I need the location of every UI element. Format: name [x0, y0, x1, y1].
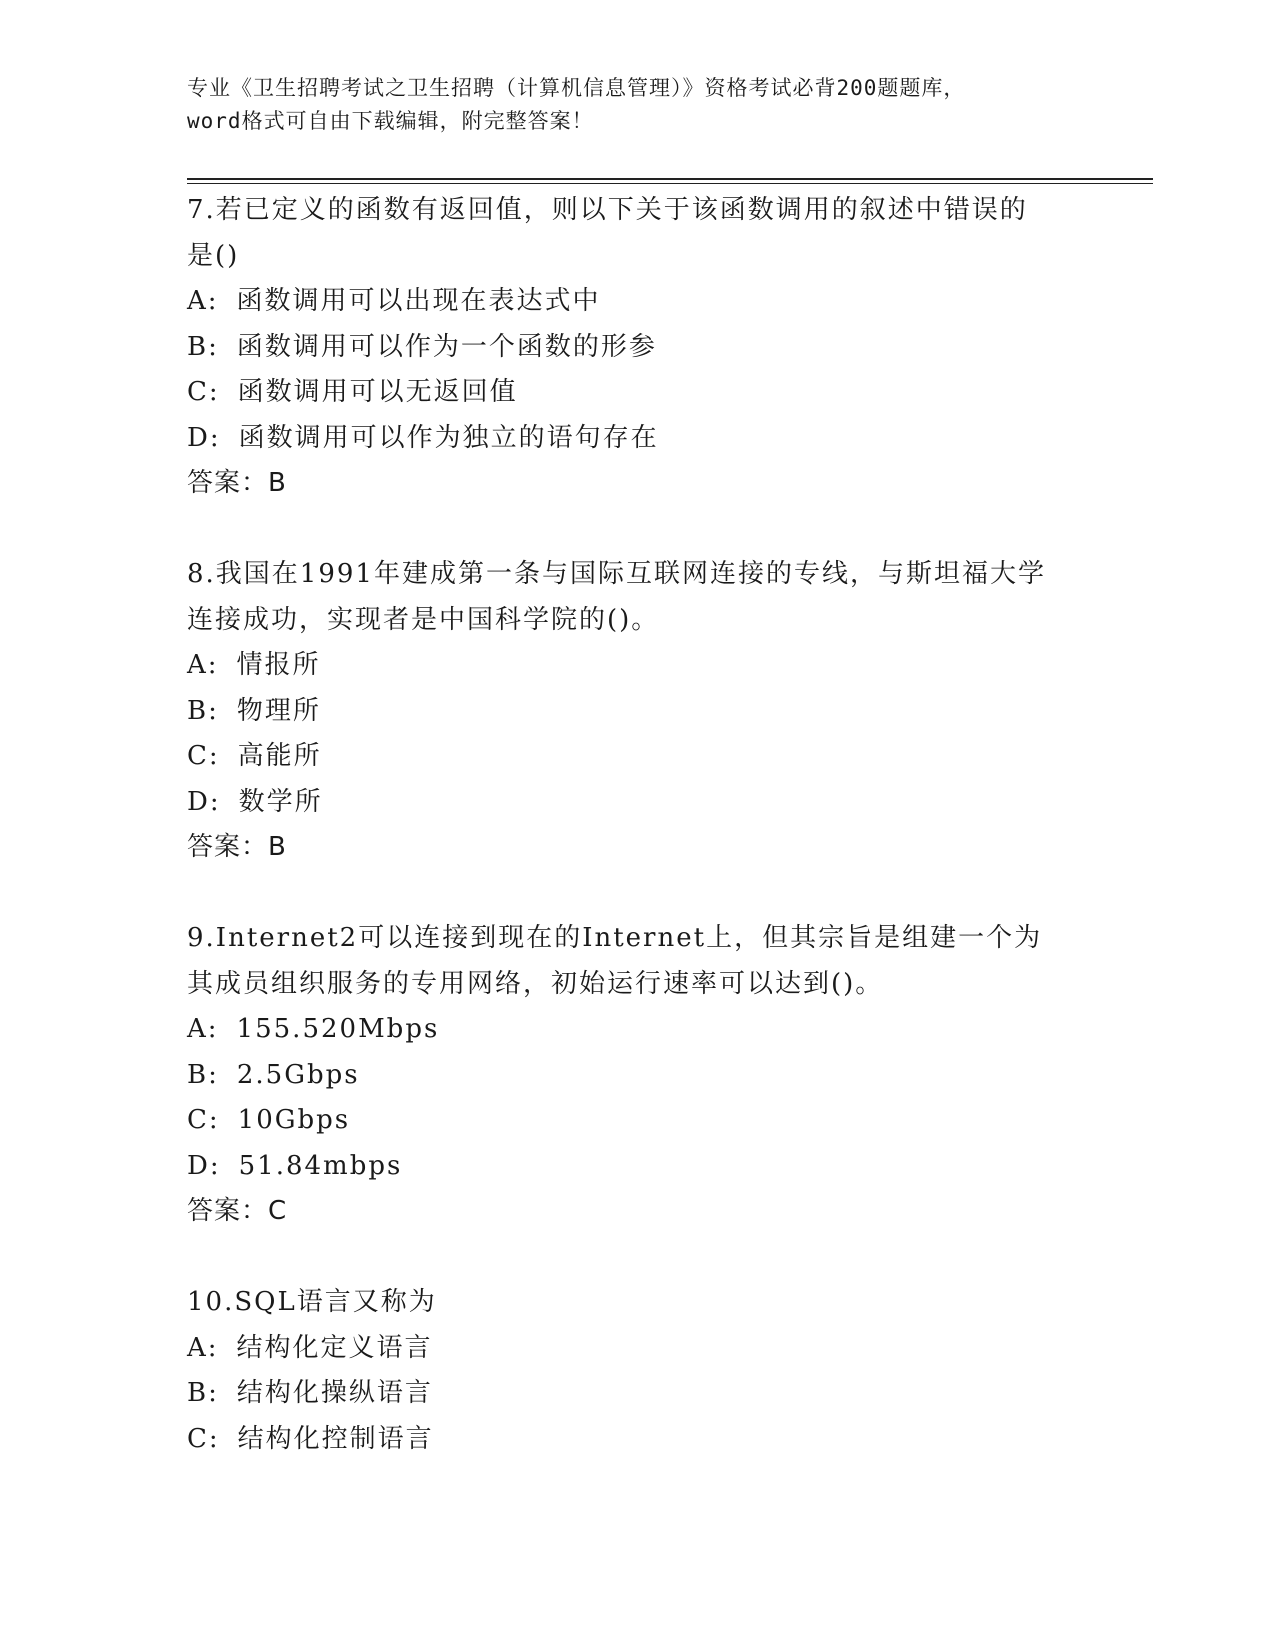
question-text: 9.Internet2可以连接到现在的Internet上，但其宗旨是组建一个为 其成员组织服务的专用网络，初始运行速率可以达到()。 — [187, 923, 1043, 999]
document-header — [187, 72, 1087, 138]
answer-line: 答案：B — [187, 468, 287, 498]
option-text: 51.84mbps — [238, 1150, 403, 1181]
header-line-1: 专业《卫生招聘考试之卫生招聘（计算机信息管理）》资格考试必背200题题库， — [187, 76, 966, 100]
question-8 — [187, 552, 1087, 871]
question-text: 8.我国在1991年建成第一条与国际互联网连接的专线，与斯坦福大学 连接成功，实现者是中国科学院的()。 — [187, 559, 1046, 635]
option-letter: C: — [187, 377, 220, 407]
option-b — [187, 325, 1087, 371]
option-text: 函数调用可以出现在表达式中 — [236, 286, 601, 316]
spacer — [187, 871, 1087, 917]
option-letter: C: — [187, 1105, 220, 1135]
option-text: 函数调用可以作为一个函数的形参 — [236, 331, 657, 362]
spacer — [187, 507, 1087, 553]
option-c — [187, 1098, 1087, 1144]
option-text: 结构化操纵语言 — [236, 1378, 433, 1408]
option-text: 10Gbps — [237, 1105, 351, 1135]
option-d — [187, 780, 1087, 826]
option-text: 物理所 — [236, 695, 321, 726]
option-letter: B: — [187, 695, 219, 726]
option-letter: C: — [187, 1423, 220, 1454]
option-letter: B: — [187, 331, 219, 362]
answer-line: 答案：C — [187, 1196, 288, 1226]
option-text: 2.5Gbps — [236, 1059, 360, 1090]
header-divider-thin — [187, 183, 1153, 184]
answer-line: 答案：B — [187, 832, 287, 862]
question-10 — [187, 1280, 1087, 1462]
option-text: 情报所 — [236, 650, 321, 680]
option-a — [187, 643, 1087, 689]
option-letter: B: — [187, 1059, 219, 1090]
question-text: 7.若已定义的函数有返回值，则以下关于该函数调用的叙述中错误的 是() — [187, 195, 1028, 271]
option-b — [187, 1053, 1087, 1099]
option-a — [187, 1007, 1087, 1053]
option-text: 函数调用可以无返回值 — [237, 377, 518, 407]
spacer — [187, 1235, 1087, 1281]
option-letter: D: — [187, 1150, 221, 1181]
option-text: 函数调用可以作为独立的语句存在 — [238, 422, 659, 453]
option-c — [187, 370, 1087, 416]
option-text: 结构化控制语言 — [237, 1423, 434, 1454]
question-7 — [187, 188, 1087, 507]
option-text: 结构化定义语言 — [236, 1332, 433, 1363]
header-line-2: word格式可自由下载编辑，附完整答案！ — [187, 109, 594, 133]
option-a — [187, 1326, 1087, 1372]
option-d — [187, 1144, 1087, 1190]
option-b — [187, 1371, 1087, 1417]
option-a — [187, 279, 1087, 325]
option-letter: C: — [187, 741, 220, 771]
option-letter: A: — [187, 1014, 219, 1044]
header-divider-thick — [187, 178, 1153, 180]
question-list — [187, 188, 1087, 1462]
option-c — [187, 1417, 1087, 1463]
question-9 — [187, 916, 1087, 1235]
option-letter: A: — [187, 650, 219, 680]
option-letter: D: — [187, 786, 221, 817]
option-b — [187, 689, 1087, 735]
option-letter: A: — [187, 286, 219, 316]
option-c — [187, 734, 1087, 780]
question-text: 10.SQL语言又称为 — [187, 1287, 437, 1317]
option-letter: D: — [187, 422, 221, 453]
option-d — [187, 416, 1087, 462]
option-text: 155.520Mbps — [236, 1014, 440, 1044]
option-letter: B: — [187, 1378, 219, 1408]
option-text: 高能所 — [237, 741, 322, 771]
option-text: 数学所 — [238, 786, 323, 817]
option-letter: A: — [187, 1332, 219, 1363]
